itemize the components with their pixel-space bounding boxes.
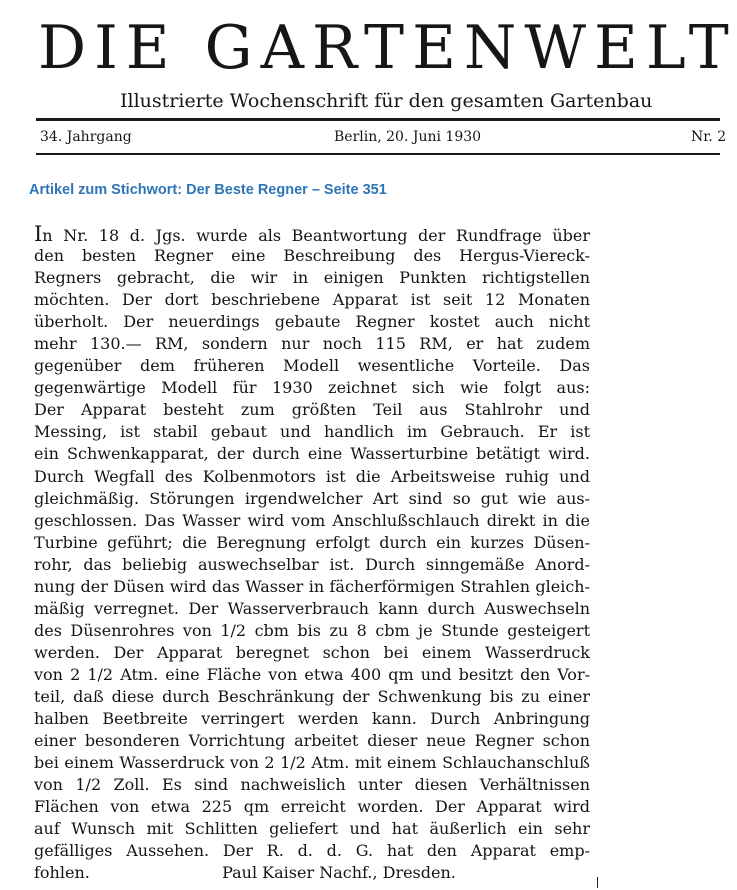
masthead-title: DIE GARTENWELT <box>38 13 737 83</box>
article-line: ein Schwenkapparat, der durch eine Wasserturbine betätigt wird. <box>34 444 590 464</box>
masthead-rule-bottom <box>36 153 720 155</box>
page-edge-mark <box>597 877 598 888</box>
article-line: mehr 130.— RM, sondern nur noch 115 RM, er hat zudem <box>34 334 590 354</box>
article-line: werden. Der Apparat beregnet schon bei einem Wasserdruck <box>34 642 590 662</box>
article-line: gefälliges Aussehen. Der R. d. d. G. hat den Apparat emp- <box>34 841 590 861</box>
article-line: teil, daß diese durch Beschränkung der Schwenkung bis zu einer <box>34 686 590 706</box>
article-line: Der Apparat besteht zum größten Teil aus Stahlrohr und <box>34 400 590 420</box>
article-line: bei einem Wasserdruck von 2 1/2 Atm. mit einem Schlauchanschluß <box>34 753 590 773</box>
article-last-word: fohlen. <box>34 863 90 883</box>
article-line: gegenüber dem früheren Modell wesentliche Vorteile. Das <box>34 356 590 376</box>
masthead-subtitle: Illustrierte Wochenschrift für den gesamten Gartenbau <box>120 90 653 112</box>
article-line: Durch Wegfall des Kolbenmotors ist die Arbeitsweise ruhig und <box>34 466 590 486</box>
article-body <box>34 223 590 884</box>
article-closing-line <box>34 862 590 884</box>
article-line: möchten. Der dort beschriebene Apparat ist seit 12 Monaten <box>34 290 590 310</box>
article-line: Flächen von etwa 225 qm erreicht worden. Der Apparat wird <box>34 797 590 817</box>
article-line: Messing, ist stabil gebaut und handlich im Gebrauch. Er ist <box>34 422 590 442</box>
article-line: von 1/2 Zoll. Es sind nachweislich unter diesen Verhältnissen <box>34 775 590 795</box>
article-line: nung der Düsen wird das Wasser in fächerförmigen Strahlen gleich- <box>34 576 590 596</box>
drop-cap: I <box>34 222 43 246</box>
volume-label: 34. Jahrgang <box>40 129 132 145</box>
masthead-rule-top <box>36 118 720 121</box>
article-line: den besten Regner eine Beschreibung des Hergus-Viereck- <box>34 246 590 266</box>
article-line: Regners gebracht, die wir in einigen Punkten richtigstellen <box>34 268 590 288</box>
article-line: auf Wunsch mit Schlitten geliefert und hat äußerlich ein sehr <box>34 819 590 839</box>
article-line <box>34 223 590 245</box>
article-line: einer besonderen Vorrichtung arbeitet dieser neue Regner schon <box>34 731 590 751</box>
article-line: rohr, das beliebig auswechselbar ist. Durch sinngemäße Anord- <box>34 554 590 574</box>
author-signature: Paul Kaiser Nachf., Dresden. <box>222 863 456 883</box>
article-line: überholt. Der neuerdings gebaute Regner kostet auch nicht <box>34 312 590 332</box>
article-line: halben Beetbreite verringert werden kann. Durch Anbringung <box>34 709 590 729</box>
article-line: mäßig verregnet. Der Wasserverbrauch kann durch Auswechseln <box>34 598 590 618</box>
article-line: von 2 1/2 Atm. eine Fläche von etwa 400 qm und besitzt den Vor- <box>34 664 590 684</box>
place-date: Berlin, 20. Juni 1930 <box>334 129 482 145</box>
article-line: gegenwärtige Modell für 1930 zeichnet sich wie folgt aus: <box>34 378 590 398</box>
article-caption: Artikel zum Stichwort: Der Beste Regner – Seite 351 <box>29 182 387 198</box>
issue-number: Nr. 2 <box>691 129 727 145</box>
article-line: gleichmäßig. Störungen irgendwelcher Art sind so gut wie aus- <box>34 488 590 508</box>
article-line: Turbine geführt; die Beregnung erfolgt durch ein kurzes Düsen- <box>34 532 590 552</box>
article-line: des Düsenrohres von 1/2 cbm bis zu 8 cbm je Stunde gesteigert <box>34 620 590 640</box>
article-line: geschlossen. Das Wasser wird vom Anschlußschlauch direkt in die <box>34 510 590 530</box>
article-first-line: n Nr. 18 d. Jgs. wurde als Beantwortung der Rundfrage über <box>42 226 590 245</box>
